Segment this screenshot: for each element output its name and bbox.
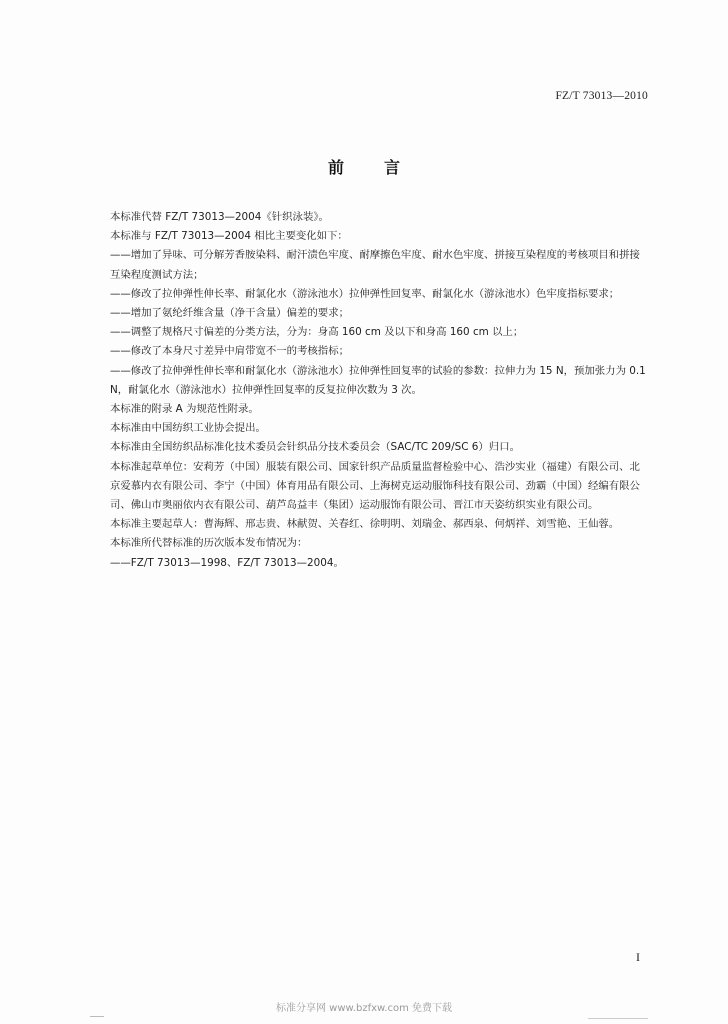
page-title: 前言 [327, 158, 440, 177]
change-item-1: ——增加了异味、可分解芳香胺染料、耐汗渍色牢度、耐摩擦色牢度、耐水色牢度、拼接互染程度的考核项目和拼接互染程度测试方法； [110, 249, 640, 281]
standard-number: FZ/T 73013—2010 [555, 90, 648, 102]
paragraph-replaces: 本标准代替 FZ/T 73013—2004《针织泳装》。 [110, 211, 329, 223]
paragraph-appendix: 本标准的附录 A 为规范性附录。 [110, 403, 259, 416]
change-item-2: ——修改了拉伸弹性伸长率、耐氯化水（游泳池水）拉伸弹性回复率、耐氯化水（游泳池水）色牢度指标要求； [110, 287, 620, 300]
paragraph-drafting-units: 本标准起草单位：安莉芳（中国）服装有限公司、国家针织产品质量监督检验中心、浩沙实业（福建）有限公司、北京爱慕内衣有限公司、李宁（中国）体育用品有限公司、上海树克运动服饰科技有限公司、劲霸（中国）经编有限公司、佛山市奥丽依内衣有限公司、葫芦岛益丰（集团）运动服饰有限公司、晋江市天姿纺织实业有限公司。 [110, 460, 640, 512]
paragraph-changes-intro: 本标准与 FZ/T 73013—2004 相比主要变化如下： [110, 230, 348, 243]
change-item-5: ——修改了本身尺寸差异中肩带宽不一的考核指标； [110, 345, 349, 358]
change-item-6: ——修改了拉伸弹性伸长率和耐氯化水（游泳池水）拉伸弹性回复率的试验的参数：拉伸力为 15 N，预加张力为 0.1 N，耐氯化水（游泳池水）拉伸弹性回复率的反复拉伸次数为 3 次。 [110, 364, 646, 396]
paragraph-proposed-by: 本标准由中国纺织工业协会提出。 [110, 422, 266, 435]
watermark-text: 标准分享网 www.bzfxw.com 免费下载 [276, 1003, 452, 1014]
change-item-3: ——增加了氨纶纤维含量（净干含量）偏差的要求； [110, 307, 349, 320]
paragraph-history-versions: ——FZ/T 73013—1998、FZ/T 73013—2004。 [110, 556, 344, 569]
paragraph-drafters: 本标准主要起草人：曹海辉、邢志贵、林献贺、关春红、徐明明、刘瑞金、郝西泉、何炳祥、刘雪艳、王仙蓉。 [110, 518, 620, 531]
scan-artifact [90, 1016, 104, 1023]
paragraph-under-jurisdiction: 本标准由全国纺织品标准化技术委员会针织品分技术委员会（SAC/TC 209/SC 6）归口。 [110, 441, 520, 454]
paragraph-history-intro: 本标准所代替标准的历次版本发布情况为： [110, 537, 308, 550]
change-item-4: ——调整了规格尺寸偏差的分类方法，分为：身高 160 cm 及以下和身高 160 cm 以上； [110, 326, 524, 339]
page-number: I [636, 950, 640, 964]
foreword-body [110, 208, 650, 573]
scan-artifact [588, 1018, 648, 1023]
